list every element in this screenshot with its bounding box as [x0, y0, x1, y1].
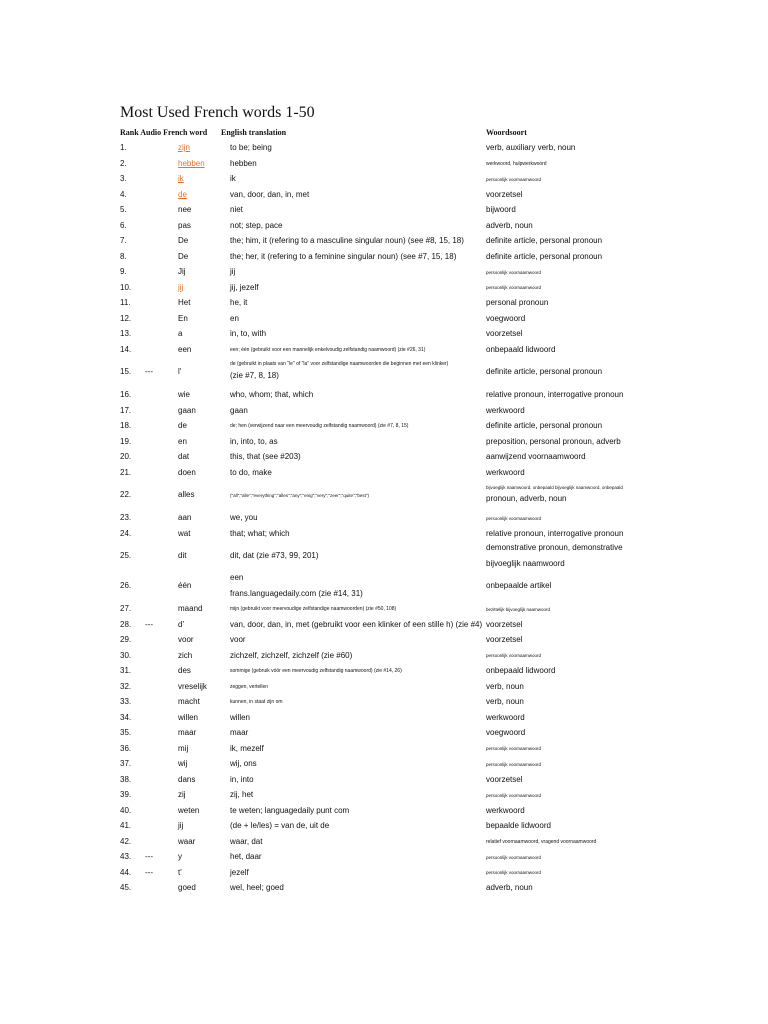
pos-cell: persoonlijk voornaamwoord [486, 176, 542, 182]
pos-cell: werkwoord [486, 405, 525, 415]
table-row [0, 387, 768, 403]
rank-cell: 4. [120, 189, 127, 199]
table-row [0, 818, 768, 834]
pos-cell: persoonlijk voornaamwoord [486, 761, 542, 767]
english-cell: he, it [230, 298, 248, 307]
pos-cell: onbepaald lidwoord [486, 344, 556, 354]
french-word-cell: voor [178, 635, 194, 644]
table-row [0, 756, 768, 772]
rank-cell: 38. [120, 774, 132, 784]
table-row [0, 342, 768, 358]
english-cell: jij [230, 267, 236, 276]
pos-cell: adverb, noun [486, 220, 533, 230]
rank-cell: 39. [120, 790, 132, 799]
french-word-cell: t' [178, 867, 182, 877]
french-word-cell: de [178, 421, 187, 430]
rank-cell: 14. [120, 344, 132, 354]
english-cell: we, you [230, 513, 258, 522]
table-row [0, 865, 768, 881]
rank-cell: 40. [120, 805, 132, 815]
english-cell: ("all";"alle";"everything";"alles";"any";"enig";"very";"zeer";"quite";"best") [230, 492, 370, 498]
audio-cell [145, 218, 177, 234]
pos-cell: persoonlijk voornaamwoord [486, 746, 542, 751]
pos-cell: bijwoord [486, 205, 516, 214]
french-word-cell[interactable] [178, 156, 228, 172]
english-cell: ik [230, 174, 236, 183]
rank-cell: 18. [120, 421, 132, 430]
english-cell: een frans.languagedaily.com (zie #14, 31) [230, 573, 363, 598]
rank-cell: 31. [120, 666, 132, 675]
audio-cell: --- [145, 619, 153, 629]
table-row [0, 725, 768, 741]
english-cell: jij, jezelf [230, 282, 259, 292]
audio-cell [145, 601, 177, 617]
pos-cell: aanwijzend voornaamwoord [486, 452, 586, 461]
pos-cell: werkwoord [486, 712, 525, 722]
audio-cell [145, 663, 177, 679]
rank-cell: 45. [120, 883, 132, 892]
english-cell: waar, dat [230, 836, 263, 846]
english-cell: jezelf [230, 867, 249, 877]
english-cell: in, into [230, 774, 254, 784]
french-word-cell: macht [178, 697, 200, 706]
table-row [0, 280, 768, 296]
table-row [0, 617, 768, 633]
audio-cell [145, 787, 177, 803]
audio-cell [145, 648, 177, 664]
audio-cell [145, 803, 177, 819]
rank-cell: 22. [120, 490, 132, 499]
audio-cell [145, 632, 177, 648]
pos-cell: voorzetsel [486, 774, 523, 784]
pos-cell: preposition, personal pronoun, adverb [486, 436, 621, 446]
table-row [0, 449, 768, 465]
rank-cell: 44. [120, 867, 132, 877]
english-cell: wel, heel; goed [230, 883, 284, 892]
french-word-cell: willen [178, 712, 199, 722]
pos-cell: onbepaalde artikel [486, 581, 552, 590]
audio-word-link[interactable]: ik [178, 174, 184, 183]
french-word-cell: dit [178, 551, 187, 560]
english-cell: van, door, dan, in, met (gebruikt voor een klinker of een stille h) (zie #4) [230, 619, 483, 629]
table-row [0, 679, 768, 695]
french-word-cell: a [178, 329, 183, 338]
english-cell: the; her, it (refering to a feminine singular noun) (see #7, 15, 18) [230, 251, 457, 261]
pos-cell: relative pronoun, interrogative pronoun [486, 390, 624, 399]
audio-cell [145, 756, 177, 772]
pos-cell: werkwoord [486, 805, 525, 815]
rank-cell: 27. [120, 604, 132, 613]
audio-cell [145, 326, 177, 342]
pos-cell: voorzetsel [486, 619, 523, 629]
pos-cell: personal pronoun [486, 298, 549, 307]
french-word-cell: en [178, 436, 187, 446]
english-cell: te weten; languagedaily punt com [230, 805, 350, 815]
rank-cell: 1. [120, 143, 127, 152]
audio-cell [145, 725, 177, 741]
french-word-cell: wie [178, 390, 191, 399]
table-row [0, 357, 768, 387]
audio-cell: --- [145, 367, 153, 376]
audio-cell [145, 541, 177, 571]
audio-cell [145, 403, 177, 419]
pos-cell: definite article, personal pronoun [486, 367, 603, 376]
rank-cell: 33. [120, 697, 132, 706]
english-cell: in, into, to, as [230, 436, 278, 446]
rank-cell: 37. [120, 759, 132, 768]
audio-word-link[interactable]: de [178, 189, 187, 199]
pos-cell: bijvoeglijk naamwoord, onbepaald bijvoeglijk naamwoord, onbepaald pronoun, adverb, noun [486, 484, 623, 503]
audio-cell [145, 834, 177, 850]
french-word-cell: wat [178, 528, 191, 538]
french-word-cell: maar [178, 728, 197, 737]
pos-cell: verb, noun [486, 681, 524, 691]
rank-cell: 24. [120, 528, 132, 538]
english-cell: to be; being [230, 143, 272, 152]
table-row [0, 663, 768, 679]
english-cell: this, that (see #203) [230, 452, 301, 461]
pos-cell: persoonlijk voornaamwoord [486, 285, 542, 290]
english-cell: ik, mezelf [230, 743, 264, 753]
audio-cell [145, 449, 177, 465]
audio-cell [145, 171, 177, 187]
pos-cell: persoonlijk voornaamwoord [486, 653, 542, 658]
pos-cell: onbepaald lidwoord [486, 666, 556, 675]
french-word-cell: zich [178, 650, 193, 660]
audio-cell [145, 418, 177, 434]
rank-cell: 42. [120, 836, 132, 846]
table-row [0, 403, 768, 419]
rank-cell: 5. [120, 205, 127, 214]
pos-cell: definite article, personal pronoun [486, 236, 603, 245]
table-row [0, 295, 768, 311]
english-cell: dit, dat (zie #73, 99, 201) [230, 551, 319, 560]
rank-cell: 13. [120, 329, 132, 338]
rank-cell: 20. [120, 452, 132, 461]
french-word-cell[interactable] [178, 171, 228, 187]
english-cell: maar [230, 728, 249, 737]
audio-cell: --- [145, 867, 153, 877]
rank-cell: 19. [120, 436, 132, 446]
pos-cell: persoonlijk voornaamwoord [486, 515, 542, 521]
rank-cell: 6. [120, 220, 127, 230]
french-word-cell: gaan [178, 405, 196, 415]
table-row [0, 218, 768, 234]
french-word-cell: y [178, 852, 182, 861]
french-word-cell: d' [178, 619, 184, 629]
audio-cell [145, 880, 177, 896]
english-cell: zij, het [230, 790, 254, 799]
header-english: English translation [221, 128, 287, 137]
table-row [0, 526, 768, 542]
english-cell: who, whom; that, which [230, 390, 314, 399]
pos-cell: voorzetsel [486, 189, 523, 199]
french-word-cell: De [178, 236, 189, 245]
audio-cell: --- [145, 852, 153, 861]
audio-cell [145, 694, 177, 710]
french-word-cell: dat [178, 452, 190, 461]
english-cell: de (gebruikt in plaats van "le" of "la" voor zelfstandige naamwoorden die beginnen met een klinker) (zie #7, 8, 18) [230, 361, 449, 380]
rank-cell: 29. [120, 635, 132, 644]
table-row [0, 171, 768, 187]
table-row [0, 787, 768, 803]
table-row [0, 772, 768, 788]
english-cell: (de + le/les) = van de, uit de [230, 821, 330, 830]
rank-cell: 23. [120, 513, 132, 522]
rank-cell: 3. [120, 174, 127, 183]
audio-cell [145, 387, 177, 403]
pos-cell: persoonlijk voornaamwoord [486, 870, 542, 875]
audio-cell [145, 311, 177, 327]
pos-cell: voegwoord [486, 313, 526, 323]
header-rank-audio-french: Rank Audio French word [120, 128, 208, 137]
french-word-cell: des [178, 666, 191, 675]
pos-cell: persoonlijk voornaamwoord [486, 854, 542, 860]
audio-cell [145, 510, 177, 526]
rank-cell: 43. [120, 852, 132, 861]
audio-cell [145, 679, 177, 695]
rank-cell: 35. [120, 728, 132, 737]
english-cell: het, daar [230, 852, 262, 861]
table-row [0, 434, 768, 450]
pos-cell: verb, auxiliary verb, noun [486, 143, 576, 152]
audio-cell [145, 187, 177, 203]
table-row [0, 202, 768, 218]
table-row [0, 694, 768, 710]
rank-cell: 7. [120, 236, 127, 245]
rank-cell: 26. [120, 581, 132, 590]
french-word-cell: weten [178, 805, 200, 815]
english-cell: niet [230, 205, 243, 214]
english-cell: de; hen (verwijzend naar een meervoudig zelfstandig naamwoord) (zie #7, 8, 15) [230, 423, 409, 429]
audio-cell [145, 280, 177, 296]
table-row [0, 803, 768, 819]
rank-cell: 28. [120, 619, 132, 629]
french-word-cell: doen [178, 467, 196, 477]
english-cell: the; him, it (refering to a masculine singular noun) (see #8, 15, 18) [230, 236, 464, 245]
french-word-cell: nee [178, 205, 192, 214]
audio-cell [145, 741, 177, 757]
audio-cell [145, 342, 177, 358]
pos-cell: persoonlijk voornaamwoord [486, 269, 542, 275]
audio-cell [145, 233, 177, 249]
table-row [0, 741, 768, 757]
table-row [0, 510, 768, 526]
french-word-cell: vreselijk [178, 681, 207, 691]
pos-cell: definite article, personal pronoun [486, 251, 603, 261]
french-word-cell: Jij [178, 267, 186, 276]
french-word-cell: goed [178, 883, 196, 892]
audio-word-link[interactable]: hebben [178, 158, 205, 168]
rank-cell: 12. [120, 313, 132, 323]
rank-cell: 10. [120, 282, 132, 292]
french-word-cell: jij [178, 821, 184, 830]
audio-cell [145, 295, 177, 311]
rank-cell: 36. [120, 743, 132, 753]
english-cell: voor [230, 635, 246, 644]
audio-cell [145, 818, 177, 834]
audio-cell [145, 140, 177, 156]
french-word-cell: pas [178, 220, 191, 230]
french-word-cell: wij [178, 759, 188, 768]
audio-cell [145, 772, 177, 788]
pos-cell: relative pronoun, interrogative pronoun [486, 528, 624, 538]
french-word-cell: één [178, 581, 192, 590]
rank-cell: 9. [120, 267, 127, 276]
table-row [0, 249, 768, 265]
english-cell: en [230, 313, 239, 323]
table-row [0, 187, 768, 203]
audio-cell [145, 710, 177, 726]
pos-cell: voorzetsel [486, 329, 523, 338]
pos-cell: verb, noun [486, 697, 524, 706]
english-cell: mijn (gebruikt voor meervoudige zelfstandige naamwoorden) (zie #50, 108) [230, 606, 397, 612]
rank-cell: 32. [120, 681, 132, 691]
pos-cell: werkwoord [486, 467, 525, 477]
table-row [0, 601, 768, 617]
english-cell: not; step, pace [230, 220, 283, 230]
french-word-cell: l' [178, 367, 182, 376]
rank-cell: 17. [120, 405, 132, 415]
english-cell: sommige (gebruik vóór een meervoudig zelfstandig naamwoord) (zie #14, 26) [230, 668, 402, 674]
english-cell: kunnen, in staat zijn om [230, 699, 283, 705]
french-word-cell: alles [178, 490, 195, 499]
table-row [0, 156, 768, 172]
french-word-cell: een [178, 344, 192, 354]
rank-cell: 15. [120, 367, 132, 376]
table-row [0, 418, 768, 434]
rank-cell: 16. [120, 390, 132, 399]
pos-cell: demonstrative pronoun, demonstrative bijvoeglijk naamwoord [486, 543, 623, 568]
english-cell: in, to, with [230, 329, 267, 338]
rank-cell: 25. [120, 551, 132, 560]
table-row [0, 880, 768, 896]
english-cell: gaan [230, 405, 248, 415]
french-word-cell: maand [178, 604, 203, 613]
french-word-cell: En [178, 313, 188, 323]
audio-cell [145, 480, 177, 510]
english-cell: to do, make [230, 467, 272, 477]
audio-cell [145, 249, 177, 265]
rank-cell: 21. [120, 467, 132, 477]
audio-word-link[interactable]: jij [178, 282, 184, 292]
english-cell: willen [230, 712, 251, 722]
french-word-cell[interactable] [178, 140, 228, 156]
english-cell: van, door, dan, in, met [230, 189, 310, 199]
audio-cell [145, 202, 177, 218]
rank-cell: 41. [120, 821, 132, 830]
english-cell: hebben [230, 158, 257, 168]
pos-cell: bepaalde lidwoord [486, 821, 551, 830]
pos-cell: persoonlijk voornaamwoord [486, 792, 542, 798]
french-word-cell: dans [178, 774, 196, 784]
table-row [0, 480, 768, 510]
french-word-cell[interactable] [178, 280, 228, 296]
pos-cell: definite article, personal pronoun [486, 421, 603, 430]
table-row [0, 571, 768, 601]
page-title: Most Used French words 1-50 [120, 104, 315, 121]
french-word-cell: zij [178, 790, 186, 799]
table-row [0, 465, 768, 481]
rank-cell: 2. [120, 158, 127, 168]
audio-cell [145, 156, 177, 172]
english-cell: wij, ons [230, 759, 257, 768]
table-row [0, 710, 768, 726]
table-row [0, 233, 768, 249]
rank-cell: 30. [120, 650, 132, 660]
table-row [0, 632, 768, 648]
french-word-cell[interactable] [178, 187, 228, 203]
audio-cell [145, 264, 177, 280]
table-row [0, 541, 768, 571]
pos-cell: voegwoord [486, 728, 526, 737]
audio-cell [145, 465, 177, 481]
audio-word-link[interactable]: zijn [178, 143, 191, 152]
english-cell: zeggen, vertellen [230, 683, 269, 690]
audio-cell [145, 526, 177, 542]
table-row [0, 648, 768, 664]
table-row [0, 326, 768, 342]
table-row [0, 311, 768, 327]
pos-cell: adverb, noun [486, 883, 533, 892]
english-cell: that; what; which [230, 528, 290, 538]
rank-cell: 8. [120, 251, 127, 261]
rank-cell: 11. [120, 298, 131, 307]
audio-cell [145, 434, 177, 450]
header-pos: Woordsoort [486, 128, 527, 137]
french-word-cell: aan [178, 513, 192, 522]
pos-cell: bezittelijk bijvoeglijk naamwoord [486, 606, 551, 612]
french-word-cell: De [178, 251, 189, 261]
french-word-cell: mij [178, 743, 189, 753]
pos-cell: werkwoord, hulpwerkwoord [486, 160, 547, 167]
table-row [0, 834, 768, 850]
french-word-cell: waar [178, 836, 196, 846]
table-row [0, 849, 768, 865]
pos-cell: voorzetsel [486, 635, 523, 644]
table-row [0, 140, 768, 156]
english-cell: een; één (gebruikt voor een mannelijk enkelvoudig zelfstandig naamwoord) (zie #26, 31) [230, 346, 426, 353]
audio-cell [145, 571, 177, 601]
english-cell: zichzelf, zichzelf, zichzelf (zie #60) [230, 650, 353, 660]
rank-cell: 34. [120, 712, 132, 722]
table-row [0, 264, 768, 280]
pos-cell: relatief voornaamwoord, vragend voornaamwoord [486, 838, 597, 845]
french-word-cell: Het [178, 298, 191, 307]
